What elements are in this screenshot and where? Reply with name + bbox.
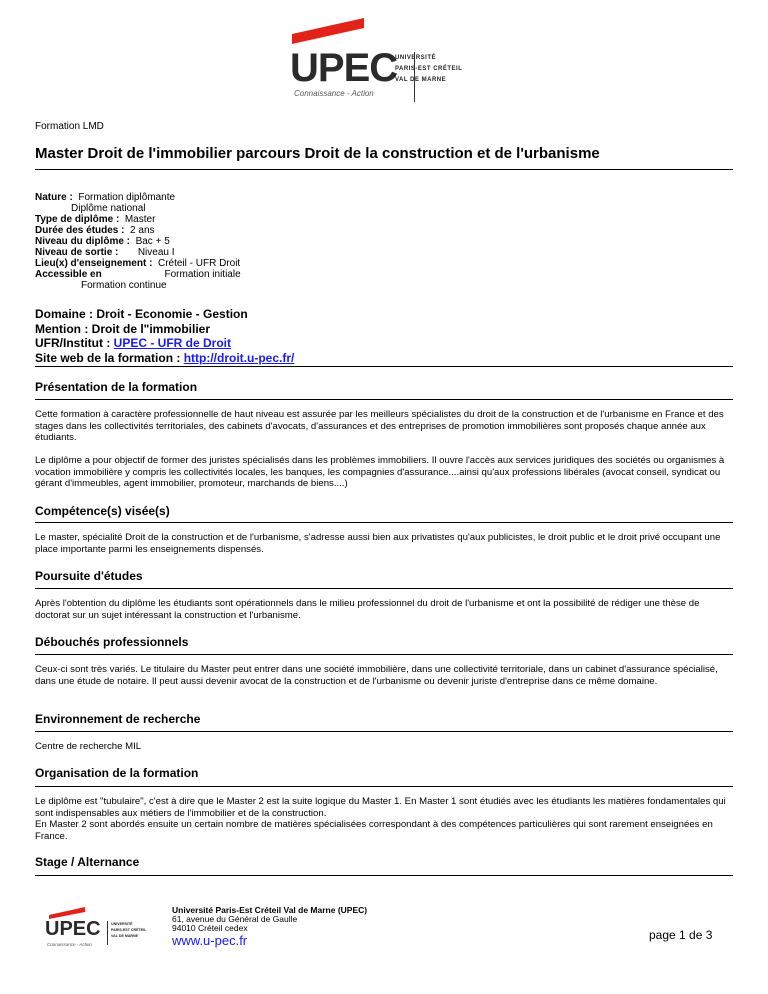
section-title-stage: Stage / Alternance [35,855,140,869]
divider [35,522,733,523]
organisation-paragraph-1: Le diplôme est "tubulaire", c'est à dire que le Master 2 est la suite logique du Master 1. En Master 1 sont étudiés avec les étudiants les matières fondamentales qui sont indispensables aux métiers de l'immobilier et de la construction. [35,796,726,819]
footer-logo-university-name: UNIVERSITÉ PARIS-EST CRÉTEIL VAL DE MARNE [111,922,147,938]
logo-tagline: Connaissance - Action [294,89,374,98]
mention: Mention : Droit de l"immobilier [35,321,211,336]
site-link[interactable]: http://droit.u-pec.fr/ [183,350,295,365]
recherche-paragraph: Centre de recherche MIL [35,741,142,752]
meta-accessible: Accessible en Formation initiale [35,269,241,280]
footer-upec-logo [45,907,165,952]
section-title-debouches: Débouchés professionnels [35,635,189,649]
meta-sortie: Niveau de sortie : Niveau I [35,247,175,258]
divider [35,399,733,400]
poursuite-paragraph: Après l'obtention du diplôme les étudiants sont opérationnels dans le milieu professionnel du droit de l'urbanisme et ont la possibilité de rédiger une thèse de doctorat sur un sujet intéressant la construction et l'urbanisme. [35,598,700,621]
domaine: Domaine : Droit - Economie - Gestion [35,307,248,321]
section-title-competences: Compétence(s) visée(s) [35,504,170,518]
page-number: page 1 de 3 [649,928,713,942]
presentation-paragraph-2: Le diplôme a pour objectif de former des juristes spécialisés dans les problèmes immobiliers. Il ouvre l'accès aux services juridiques des sociétés ou organismes à vocation immobilière y compris les collectivités locales, les banques, les compagnies d'assurance....ainsi qu'aux professions libérales (avocat conseil, syndicat ou gérant d'immeubles, agent immobilier, promoteur, marchands de biens....) [35,455,725,489]
footer-website-link[interactable]: www.u-pec.fr [172,933,248,948]
footer-logo-tagline: Connaissance - Action [47,942,92,947]
meta-niveau: Niveau du diplôme : Bac + 5 [35,236,170,247]
footer-address-line-1: 61, avenue du Général de Gaulle [172,914,298,924]
section-title-recherche: Environnement de recherche [35,712,201,726]
meta-nature: Nature : Formation diplômante [35,192,176,203]
debouches-paragraph: Ceux-ci sont très variés. Le titulaire du Master peut entrer dans une société immobilière, dans une collectivité territoriale, dans un cabinet d'assurance spécialisé, dans une étude de notaire. Il peut aussi devenir avocat de la construction et de l'urbanisme ou devenir juriste d'entreprise dans ce même domaine. [35,664,718,687]
meta-duree: Durée des études : 2 ans [35,225,155,236]
section-title-poursuite: Poursuite d'études [35,569,143,583]
meta-type: Type de diplôme : Master [35,214,156,225]
program-meta: Nature : Formation diplômante Diplôme national Type de diplôme : Master Durée des études : 2 ans Niveau du diplôme : Bac + 5 Niveau de sortie : Niveau I Lieu(x) d'enseignement : Créteil - UFR Droit Accessible en Formation initiale Formation continue [35,192,241,291]
footer-logo-wordmark: UPEC [45,918,101,940]
divider [35,731,733,732]
kicker: Formation LMD [35,121,104,132]
presentation-paragraph-1: Cette formation à caractère professionnelle de haut niveau est assurée par les meilleurs spécialistes du droit de la construction et de l'urbanisme en France et des stages dans les collectivités territoriales, des cabinets d'avocats, d'assurances et des entreprises de promotion immobilières sont proposés chaque année aux étudiants. [35,409,724,443]
divider [35,786,733,787]
competences-paragraph: Le master, spécialité Droit de la construction et de l'urbanisme, s'adresse aussi bien aux privatistes qu'aux publicistes, le droit public et le droit privé occupant une place importante parmi les enseignements dispensés. [35,532,721,555]
footer-org-name: Université Paris-Est Créteil Val de Marne (UPEC) [172,905,368,915]
organisation-paragraph-2: En Master 2 sont abordés ensuite un certain nombre de matières spécialisées correspondant à des compétences particulières qui sont rarement enseignées en France. [35,819,713,842]
section-title-organisation: Organisation de la formation [35,766,199,780]
divider [35,654,733,655]
divider [35,588,733,589]
footer-logo-divider [107,921,108,945]
site: Site web de la formation : http://droit.u-pec.fr/ [35,350,295,365]
divider [35,875,733,876]
page-title: Master Droit de l'immobilier parcours Droit de la construction et de l'urbanisme [35,145,600,162]
section-title-presentation: Présentation de la formation [35,380,198,394]
footer-address [172,906,367,949]
meta-lieu: Lieu(x) d'enseignement : Créteil - UFR Droit [35,258,241,269]
logo-red-bar [292,18,364,44]
logo-university-name: UNIVERSITÉ PARIS-EST CRÉTEIL VAL DE MARNE [395,55,463,83]
logo-wordmark: UPEC [290,46,398,90]
footer-address-line-2: 94010 Créteil cedex [172,923,248,933]
ufr: UFR/Institut : UPEC - UFR de Droit [35,336,231,350]
divider [35,366,733,367]
divider [35,169,733,170]
ufr-link[interactable]: UPEC - UFR de Droit [113,336,231,350]
program-info [35,307,294,365]
